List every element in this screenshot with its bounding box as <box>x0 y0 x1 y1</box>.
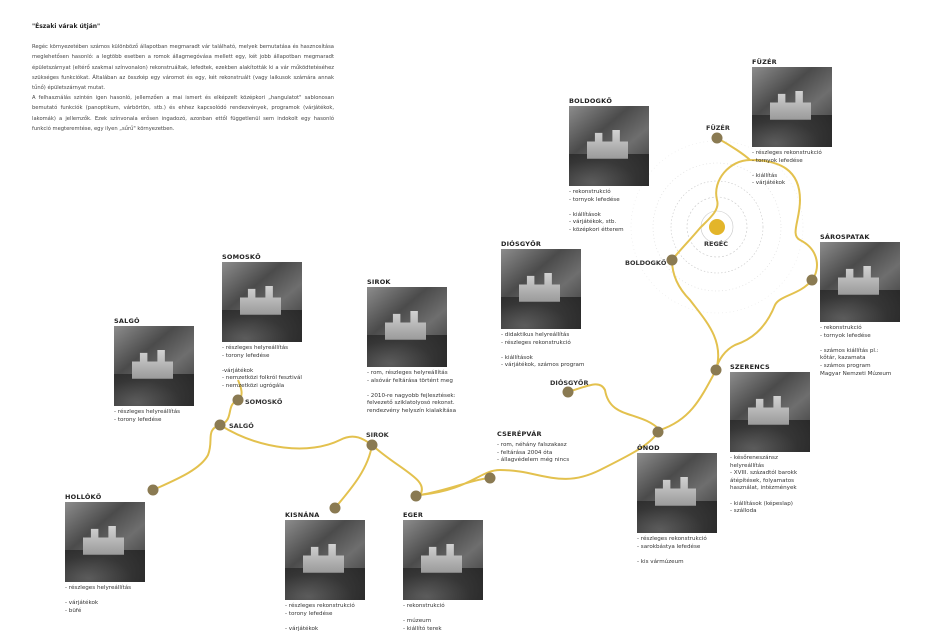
castle-note-line: - várjátékok <box>65 600 99 607</box>
castle-note-line: - rom, részleges helyreállítás <box>367 370 448 376</box>
castle-note-line: - tornyok lefedése <box>569 196 620 203</box>
castle-card-kisnana <box>285 511 385 633</box>
castle-note-line: - kis vármúzeum <box>637 558 684 565</box>
intro-text <box>32 22 334 134</box>
castle-notes <box>637 536 737 566</box>
castle-note-line: - kiállítás <box>752 172 778 179</box>
castle-note-line: kőtár, kazamata <box>820 355 866 362</box>
castle-note-line: - várjátékok, számos program <box>501 362 585 369</box>
castle-photo <box>222 262 302 342</box>
castle-name: SIROK <box>367 278 391 286</box>
castle-note-line: - részleges rekonstrukció <box>637 536 707 542</box>
castle-name: KISNÁNA <box>285 511 320 519</box>
castle-note-line: - részleges rekonstrukció <box>501 339 571 346</box>
intro-title: "Északi várak útján" <box>32 23 101 30</box>
castle-note-line: - részleges helyreállítás <box>65 585 132 591</box>
castle-note-line <box>367 385 487 393</box>
castle-card-eger <box>403 511 493 633</box>
castle-card-somosko <box>222 253 332 391</box>
castle-card-sirok <box>367 278 487 416</box>
map-label-salgo: SALGÓ <box>229 422 254 430</box>
castle-note-line: - torony lefedése <box>285 610 333 617</box>
castle-card-boldogko <box>569 97 669 235</box>
castle-note-line: - rekonstrukció <box>569 189 611 195</box>
castle-name: ÓNOD <box>637 444 660 452</box>
castle-notes <box>403 603 493 633</box>
castle-note-line <box>285 618 385 626</box>
intro-paragraph-2: A felhasználás szintén igen hasonló, jellemzően a mai ismert és elképzelt középkori „hangulatot" sablonosan bemutató funkciók (panoptikum, várbörtön, stb.) és ehhez kapcsolódó rendezvények, programok (várjátékok, lakomák) a jellemzők. Ezek színvonala erősen ingadozó, azonban ettől függetlenül sem indokolt egy hasonló funkció megteremtése, egy ilyen „sűrű" környezetben. <box>32 95 334 132</box>
castle-note-line: - 2010-re nagyobb fejlesztések: <box>367 392 456 399</box>
castle-note-line: - kiállítások <box>569 211 601 218</box>
castle-note-line <box>569 204 669 212</box>
castle-name: SZERENCS <box>730 363 770 371</box>
map-label-somosko: SOMOSKŐ <box>245 398 283 406</box>
castle-card-salgo <box>114 317 198 424</box>
castle-note-line: használat, intézmények <box>730 485 797 492</box>
castle-name: BOLDOGKŐ <box>569 97 613 105</box>
castle-name: DIÓSGYŐR <box>501 240 542 248</box>
castle-note-line: - nemzetközi folkról fesztivál <box>222 375 302 382</box>
castle-note-line: Magyar Nemzeti Múzeum <box>820 370 892 377</box>
castle-note-line <box>501 347 601 355</box>
node-holloko <box>148 485 159 496</box>
castle-photo <box>820 242 900 322</box>
castle-note-line: - tornyok lefedése <box>820 332 871 339</box>
castle-note-line: felvezető sziklatolyosó rekonst. <box>367 400 455 407</box>
castle-photo <box>752 67 832 147</box>
node-fuzer <box>712 133 723 144</box>
node-sarospatak <box>807 275 818 286</box>
node-onod <box>653 427 664 438</box>
castle-note-line: - büfé <box>65 607 82 614</box>
map-label-sirok: SIROK <box>366 431 389 439</box>
castle-notes <box>501 332 601 370</box>
castle-notes <box>114 409 198 424</box>
castle-photo <box>285 520 365 600</box>
castle-name: CSERÉPVÁR <box>497 430 542 438</box>
castle-photo <box>501 249 581 329</box>
castle-note-line: - rekonstrukció <box>403 603 445 609</box>
map-label-boldogko: BOLDOGKŐ <box>625 259 667 267</box>
castle-note-line <box>820 340 930 348</box>
node-somosko <box>233 395 244 406</box>
castle-photo <box>569 106 649 186</box>
castle-photo <box>637 453 717 533</box>
castle-notes <box>222 345 332 391</box>
node-salgo <box>215 420 226 431</box>
castle-note-line: - részleges helyreállítás <box>222 345 289 351</box>
castle-note-line: - feltárása 2004 óta <box>497 449 553 456</box>
castle-notes <box>730 455 840 516</box>
castle-note-line: - tornyok lefedése <box>752 157 803 164</box>
castle-note-line: - rom, néhány falszakasz <box>497 442 567 448</box>
castle-card-sarospatak <box>820 233 930 378</box>
castle-photo <box>367 287 447 367</box>
map-label-regec: REGÉC <box>704 240 728 248</box>
node-eger <box>411 491 422 502</box>
castle-card-holloko <box>65 493 149 615</box>
castle-note-line: - várjátékok <box>752 180 786 187</box>
castle-notes <box>285 603 385 633</box>
castle-card-onod <box>637 444 737 566</box>
castle-card-cserepvar <box>497 430 607 465</box>
castle-name: SÁROSPATAK <box>820 233 870 241</box>
intro-paragraph-1: Regéc környezetében számos különböző állapotban megmaradt vár található, melyek bemutatása és hasznosítása meglehetősen hasonló: a legtöbb esetben a romok állagmegóvása mellett egy, két jobb állapotban megmaradt épületszárnyat (eltérő szakmai színvonalon) rekonstruáltak, lefedtek, ezekben alakították ki a vár működtetéséhez szükséges funkciókat. Általában az összkép egy váromot és egy, két rekonstruált (vagy laikusok számára annak tűnő) épületszárnyat mutat. <box>32 44 334 92</box>
castle-note-line: - részleges helyreállítás <box>114 409 181 415</box>
castle-photo <box>403 520 483 600</box>
castle-notes <box>820 325 930 378</box>
castle-note-line: - rekonstrukció <box>820 325 862 331</box>
castle-note-line: -várjátékok <box>222 367 254 374</box>
castle-photo <box>730 372 810 452</box>
castle-note-line: - későreneszánsz <box>730 455 778 461</box>
castle-name: HOLLÓKŐ <box>65 493 102 501</box>
castle-note-line: - nemzetközi ugrógála <box>222 382 285 389</box>
castle-name: SOMOSKŐ <box>222 253 261 261</box>
node-diosgyor <box>563 387 574 398</box>
map-label-diosgyor: DIÓSGYŐR <box>550 379 589 387</box>
node-boldogko <box>667 255 678 266</box>
castle-note-line: - állagvédelem még nincs <box>497 457 570 464</box>
castle-note-line: - várjátékok, stb. <box>569 219 617 226</box>
castle-name: SALGÓ <box>114 317 140 325</box>
castle-notes <box>367 370 487 416</box>
castle-photo <box>114 326 194 406</box>
castle-name: EGER <box>403 511 424 519</box>
castle-note-line: rendezvény helyszín kialakítása <box>367 407 457 414</box>
castle-note-line: - középkori étterem <box>569 226 624 233</box>
castle-card-szerencs <box>730 363 840 516</box>
castle-note-line <box>730 493 840 501</box>
castle-note-line: - XVIII. századtól barokk <box>730 470 798 477</box>
castle-note-line: - részleges rekonstrukció <box>285 603 355 609</box>
castle-card-diosgyor <box>501 240 601 370</box>
node-sirok <box>367 440 378 451</box>
castle-note-line: átépítések, folyamatos <box>730 477 795 484</box>
castle-note-line: - számos kiállítás pl.: <box>820 347 879 354</box>
castle-note-line: - várjátékok <box>285 625 319 632</box>
castle-note-line: - részleges rekonstrukció <box>752 150 822 156</box>
castle-notes <box>752 150 857 188</box>
castle-note-line: - sarokbástya lefedése <box>637 543 701 550</box>
castle-notes <box>569 189 669 235</box>
node-cserepvar <box>485 473 496 484</box>
castle-name: FÜZÉR <box>752 58 777 66</box>
castle-note-line: - torony lefedése <box>222 352 270 359</box>
castle-note-line: - kiállítások (képeslap) <box>730 500 793 507</box>
castle-note-line: - szálloda <box>730 508 757 515</box>
castle-note-line <box>752 165 857 173</box>
node-regec <box>709 219 725 235</box>
castle-note-line: - alsóvár feltárása történt meg <box>367 377 453 384</box>
castle-note-line: - számos program <box>820 362 871 369</box>
castle-note-line: - didaktikus helyreállítás <box>501 332 570 338</box>
node-szerencs <box>711 365 722 376</box>
map-label-fuzer: FÜZÉR <box>706 124 730 132</box>
castle-note-line: - torony lefedése <box>114 416 162 423</box>
castle-card-fuzer <box>752 58 857 188</box>
castle-photo <box>65 502 145 582</box>
castle-note-line <box>637 551 737 559</box>
castle-notes <box>497 442 607 465</box>
castle-note-line: - kiállítások <box>501 354 533 361</box>
castle-note-line: - múzeum <box>403 618 432 625</box>
castle-note-line <box>222 360 332 368</box>
castle-note-line: helyreállítás <box>730 462 765 469</box>
castle-note-line: - kiállító terek <box>403 625 442 632</box>
castle-notes <box>65 585 149 615</box>
